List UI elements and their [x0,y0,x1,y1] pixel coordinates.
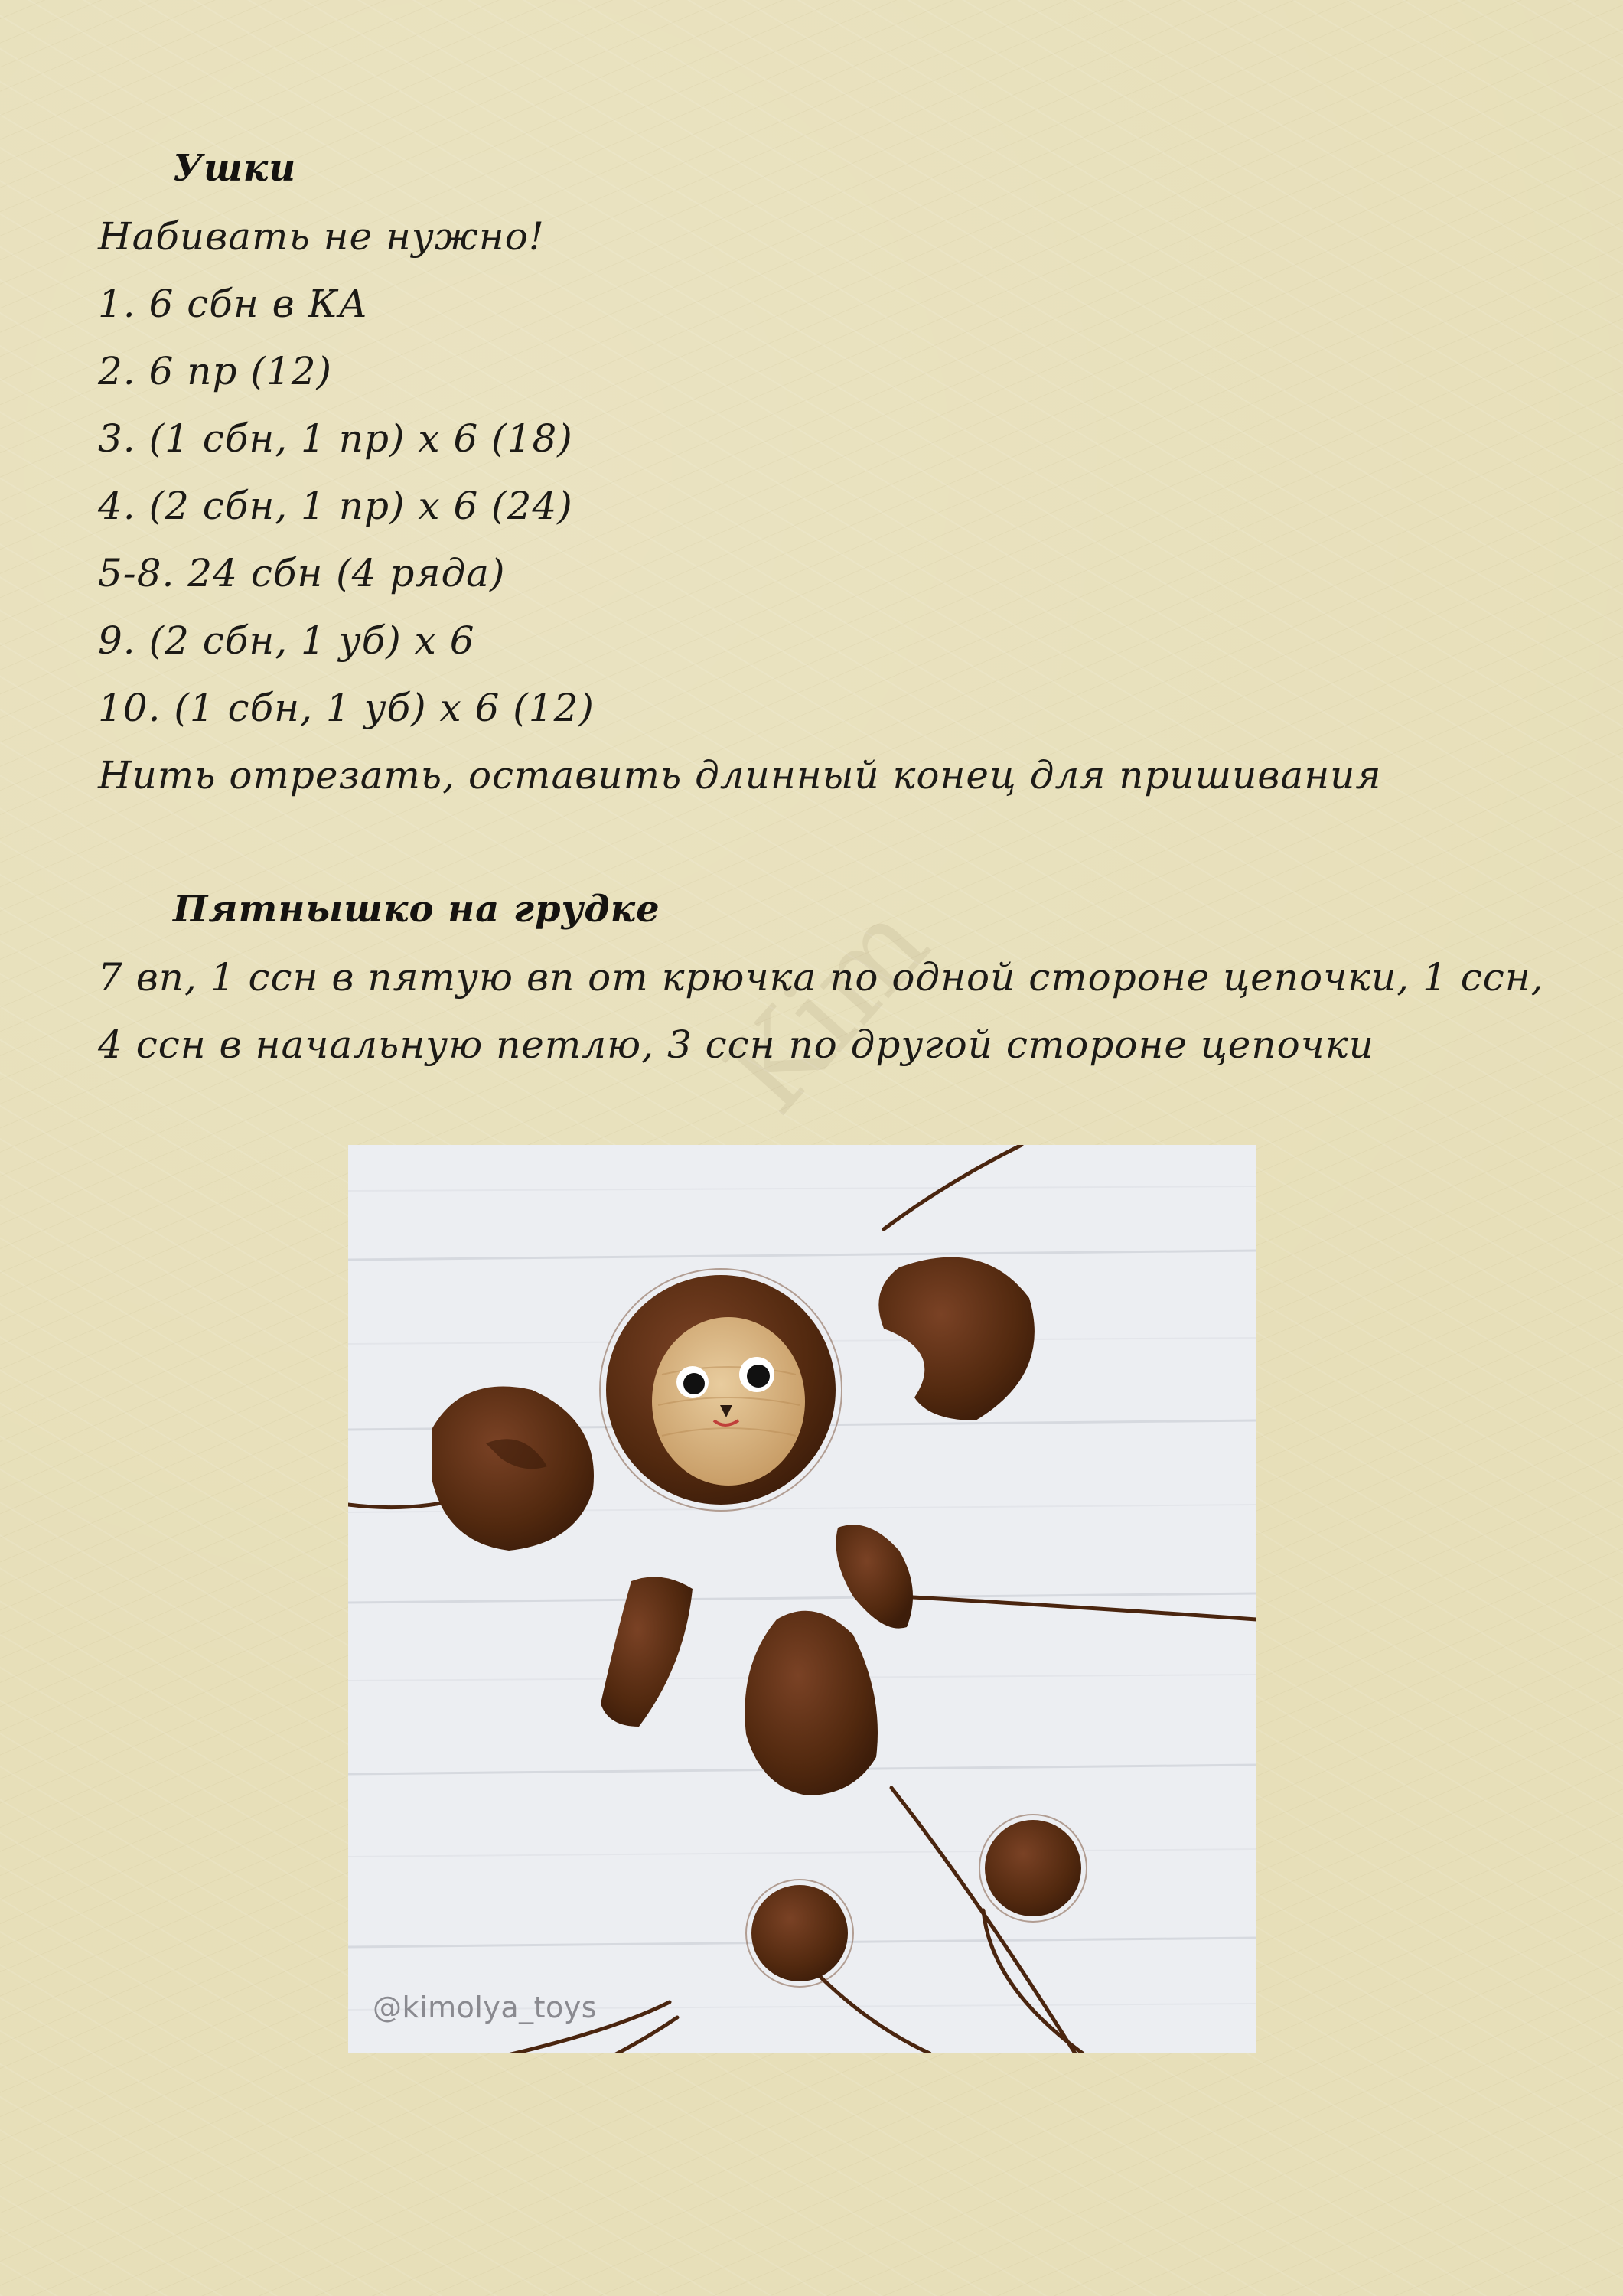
ears-finish: Нить отрезать, оставить длинный конец для пришивания [98,753,1382,797]
spot-heading: Пятнышко на грудке [173,888,660,931]
ears-note: Набивать не нужно! [98,214,545,259]
spot-line-1: 7 вп, 1 ссн в пятую вп от крючка по одной стороне цепочки, 1 ссн, [98,955,1544,1000]
ears-heading: Ушки [173,147,297,190]
ears-row-2: 2. 6 пр (12) [98,349,333,393]
ears-row-1: 1. 6 сбн в КА [98,282,369,326]
ears-row-4: 4. (2 сбн, 1 пр) х 6 (24) [98,484,573,528]
watermark: Kim [700,877,954,1139]
ears-row-3: 3. (1 сбн, 1 пр) х 6 (18) [98,416,573,461]
ears-row-9: 9. (2 сбн, 1 уб) х 6 [98,618,475,663]
ears-row-10: 10. (1 сбн, 1 уб) х 6 (12) [98,686,595,730]
photo-handle: @kimolya_toys [373,1991,598,2024]
crochet-parts-photo [348,1145,1256,2053]
ears-row-5-8: 5-8. 24 сбн (4 ряда) [98,551,506,595]
spot-line-2: 4 ссн в начальную петлю, 3 ссн по другой стороне цепочки [98,1022,1374,1067]
